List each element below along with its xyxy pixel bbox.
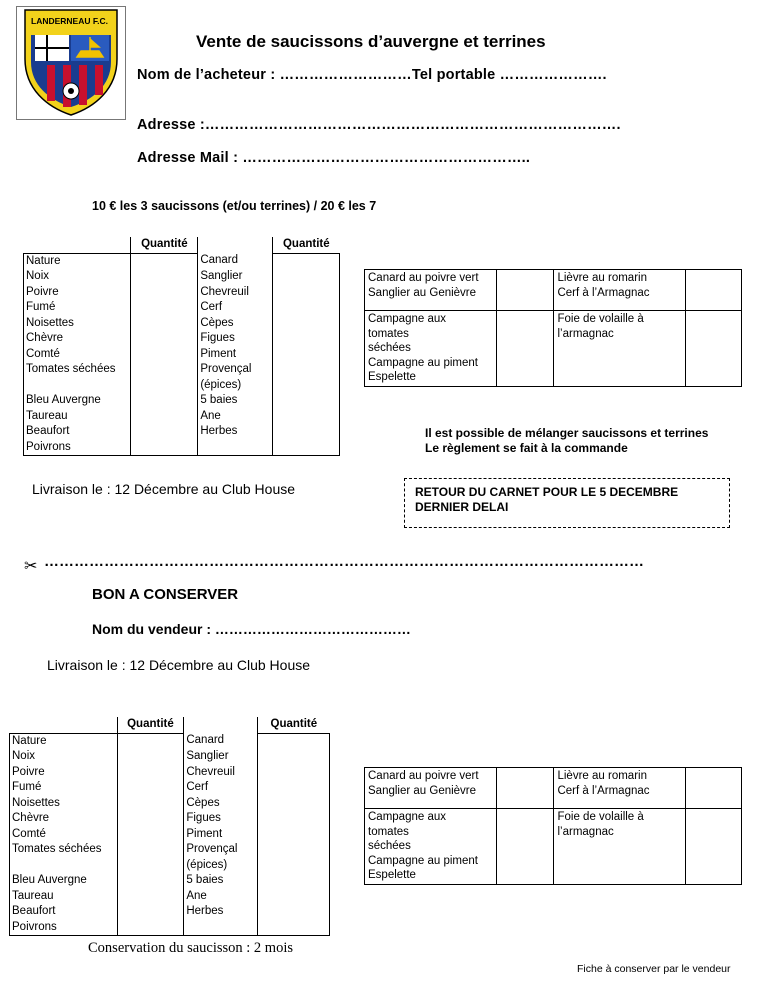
quantity-cell[interactable] — [496, 270, 554, 311]
quantity-cell[interactable] — [686, 311, 742, 387]
quantity-cell[interactable] — [117, 873, 184, 889]
quantity-cell[interactable] — [258, 733, 330, 749]
table-row — [24, 331, 340, 347]
table-row — [10, 780, 330, 796]
table-row — [24, 300, 340, 316]
table-row — [24, 362, 340, 378]
table-row — [10, 889, 330, 905]
product-label: Noisettes — [10, 796, 118, 812]
return-notice: RETOUR DU CARNET POUR LE 5 DECEMBRE DERNIER DELAI — [415, 485, 679, 514]
product-label: (épices) — [198, 378, 273, 394]
product-label: Cerf — [184, 780, 258, 796]
terrine-table — [364, 269, 742, 387]
product-label — [184, 920, 258, 936]
quantity-cell[interactable] — [273, 253, 340, 269]
quantity-cell[interactable] — [273, 347, 340, 363]
terrine-label: Foie de volaille à l’armagnac — [554, 809, 686, 885]
quantity-cell[interactable] — [117, 827, 184, 843]
quantity-cell[interactable] — [258, 796, 330, 812]
product-label: Comté — [24, 347, 131, 363]
table-row — [24, 253, 340, 269]
quantity-cell[interactable] — [273, 409, 340, 425]
terrine-label: Foie de volaille à l’armagnac — [554, 311, 686, 387]
club-name: LANDERNEAU F.C. — [31, 16, 108, 26]
quantity-cell[interactable] — [273, 285, 340, 301]
terrine-label: Canard au poivre vert Sanglier au Genièvre — [365, 270, 497, 311]
price-info: 10 € les 3 saucissons (et/ou terrines) / 20 € les 7 — [92, 199, 377, 213]
table-row — [365, 311, 742, 387]
quantity-cell[interactable] — [131, 393, 198, 409]
quantity-cell[interactable] — [258, 827, 330, 843]
quantity-cell[interactable] — [131, 440, 198, 456]
quantity-cell[interactable] — [496, 311, 554, 387]
club-logo — [16, 6, 126, 120]
footer-note: Fiche à conserver par le vendeur — [577, 963, 731, 975]
scissors-icon: ✂ — [24, 558, 38, 575]
mix-note: Il est possible de mélanger saucissons et terrines — [425, 426, 709, 440]
quantity-cell[interactable] — [117, 796, 184, 812]
product-label: 5 baies — [184, 873, 258, 889]
product-label: Beaufort — [10, 904, 118, 920]
order-table — [23, 237, 340, 456]
conservation-note: Conservation du saucisson : 2 mois — [88, 940, 294, 956]
table-row — [10, 920, 330, 936]
product-label: Noisettes — [24, 316, 131, 332]
quantity-cell[interactable] — [258, 780, 330, 796]
product-label: Fumé — [24, 300, 131, 316]
quantity-cell[interactable] — [258, 765, 330, 781]
product-label — [198, 440, 273, 456]
table-row — [10, 904, 330, 920]
product-label: Comté — [10, 827, 118, 843]
quantity-cell[interactable] — [273, 440, 340, 456]
table-row — [10, 873, 330, 889]
quantity-cell[interactable] — [258, 858, 330, 874]
product-label: Noix — [10, 749, 118, 765]
quantity-cell[interactable] — [117, 765, 184, 781]
quantity-cell[interactable] — [131, 253, 198, 269]
table-row — [24, 424, 340, 440]
buyer-name-phone-field[interactable]: Nom de l’acheteur : ………………………Tel portable …………………. — [137, 67, 607, 83]
quantity-cell[interactable] — [258, 920, 330, 936]
table-row — [10, 749, 330, 765]
table-row — [10, 827, 330, 843]
qty-header: Quantité — [273, 237, 340, 253]
quantity-cell[interactable] — [117, 749, 184, 765]
table-row — [24, 269, 340, 285]
order-table-body-2 — [10, 733, 330, 936]
table-row — [24, 316, 340, 332]
table-row — [10, 811, 330, 827]
product-label: Piment — [184, 827, 258, 843]
product-label: Bleu Auvergne — [10, 873, 118, 889]
quantity-cell[interactable] — [131, 362, 198, 378]
quantity-cell[interactable] — [273, 393, 340, 409]
quantity-cell[interactable] — [496, 809, 554, 885]
product-label: Poivrons — [24, 440, 131, 456]
terrine-label: Campagne aux tomates séchées Campagne au piment Espelette — [365, 311, 497, 387]
quantity-cell[interactable] — [117, 842, 184, 858]
quantity-cell[interactable] — [273, 362, 340, 378]
order-table-body — [24, 253, 340, 456]
product-label: Chèvre — [10, 811, 118, 827]
payment-note: Le règlement se fait à la commande — [425, 441, 628, 455]
quantity-cell[interactable] — [273, 378, 340, 394]
product-label: Sanglier — [184, 749, 258, 765]
product-label: Bleu Auvergne — [24, 393, 131, 409]
product-label: Chevreuil — [198, 285, 273, 301]
qty-header: Quantité — [258, 717, 330, 733]
qty-header: Quantité — [117, 717, 184, 733]
product-label: Chevreuil — [184, 765, 258, 781]
quantity-cell[interactable] — [131, 285, 198, 301]
quantity-cell[interactable] — [496, 768, 554, 809]
product-label: Cèpes — [184, 796, 258, 812]
quantity-cell[interactable] — [131, 424, 198, 440]
table-row — [10, 858, 330, 874]
email-field[interactable]: Adresse Mail : ………………………………………………….. — [137, 150, 531, 166]
table-row — [10, 765, 330, 781]
return-notice-box — [404, 478, 730, 528]
product-label: Canard — [198, 253, 273, 269]
product-label: Poivrons — [10, 920, 118, 936]
product-label: Taureau — [10, 889, 118, 905]
quantity-cell[interactable] — [686, 768, 742, 809]
product-label — [10, 858, 118, 874]
quantity-cell[interactable] — [117, 733, 184, 749]
quantity-cell[interactable] — [117, 858, 184, 874]
terrine-label: Lièvre au romarin Cerf à l’Armagnac — [554, 270, 686, 311]
table-row — [365, 768, 742, 809]
quantity-cell[interactable] — [131, 347, 198, 363]
order-table-2 — [9, 717, 330, 936]
product-label — [24, 378, 131, 394]
quantity-cell[interactable] — [131, 409, 198, 425]
product-label: Ane — [184, 889, 258, 905]
quantity-cell[interactable] — [686, 809, 742, 885]
terrine-label: Lièvre au romarin Cerf à l’Armagnac — [554, 768, 686, 809]
table-row — [365, 270, 742, 311]
quantity-cell[interactable] — [258, 842, 330, 858]
quantity-cell[interactable] — [117, 811, 184, 827]
terrine-label: Campagne aux tomates séchées Campagne au piment Espelette — [365, 809, 497, 885]
product-label: (épices) — [184, 858, 258, 874]
product-label: Tomates séchées — [24, 362, 131, 378]
table-row — [365, 809, 742, 885]
product-label: Beaufort — [24, 424, 131, 440]
quantity-cell[interactable] — [258, 904, 330, 920]
quantity-cell[interactable] — [686, 270, 742, 311]
product-label: Poivre — [24, 285, 131, 301]
table-row — [24, 347, 340, 363]
cut-line: ………………………………………………………………………………………………………… — [44, 553, 644, 570]
terrine-label: Canard au poivre vert Sanglier au Genièvre — [365, 768, 497, 809]
page-title: Vente de saucissons d’auvergne et terrines — [196, 32, 546, 51]
product-label: Taureau — [24, 409, 131, 425]
quantity-cell[interactable] — [258, 873, 330, 889]
product-label: Ane — [198, 409, 273, 425]
quantity-cell[interactable] — [273, 300, 340, 316]
quantity-cell[interactable] — [117, 780, 184, 796]
product-label: Tomates séchées — [10, 842, 118, 858]
table-row — [24, 409, 340, 425]
product-label: Cèpes — [198, 316, 273, 332]
product-label: Canard — [184, 733, 258, 749]
delivery-note-2: Livraison le : 12 Décembre au Club House — [47, 657, 311, 673]
product-label: Piment — [198, 347, 273, 363]
product-label: 5 baies — [198, 393, 273, 409]
product-label: Cerf — [198, 300, 273, 316]
table-row — [24, 393, 340, 409]
quantity-cell[interactable] — [273, 424, 340, 440]
quantity-cell[interactable] — [258, 811, 330, 827]
product-label: Sanglier — [198, 269, 273, 285]
product-label: Herbes — [198, 424, 273, 440]
table-row — [24, 440, 340, 456]
product-label: Poivre — [10, 765, 118, 781]
product-label: Figues — [184, 811, 258, 827]
quantity-cell[interactable] — [131, 316, 198, 332]
product-label: Chèvre — [24, 331, 131, 347]
product-label: Nature — [10, 733, 118, 749]
keep-title: BON A CONSERVER — [92, 586, 239, 603]
quantity-cell[interactable] — [258, 749, 330, 765]
delivery-note: Livraison le : 12 Décembre au Club House — [32, 481, 296, 497]
product-label: Noix — [24, 269, 131, 285]
address-field[interactable]: Adresse :…………………………………………………………………………. — [137, 117, 621, 133]
quantity-cell[interactable] — [131, 300, 198, 316]
product-label: Provençal — [184, 842, 258, 858]
product-label: Herbes — [184, 904, 258, 920]
table-row — [24, 285, 340, 301]
table-row — [10, 733, 330, 749]
quantity-cell[interactable] — [131, 269, 198, 285]
terrine-table-2 — [364, 767, 742, 885]
quantity-cell[interactable] — [131, 378, 198, 394]
product-label: Provençal — [198, 362, 273, 378]
table-row — [10, 796, 330, 812]
quantity-cell[interactable] — [258, 889, 330, 905]
seller-name-field[interactable]: Nom du vendeur : …………………………………… — [92, 621, 411, 637]
quantity-cell[interactable] — [117, 904, 184, 920]
table-row — [24, 378, 340, 394]
qty-header: Quantité — [131, 237, 198, 253]
quantity-cell[interactable] — [273, 331, 340, 347]
quantity-cell[interactable] — [117, 920, 184, 936]
product-label: Figues — [198, 331, 273, 347]
quantity-cell[interactable] — [117, 889, 184, 905]
quantity-cell[interactable] — [273, 316, 340, 332]
product-label: Fumé — [10, 780, 118, 796]
product-label: Nature — [24, 253, 131, 269]
quantity-cell[interactable] — [131, 331, 198, 347]
quantity-cell[interactable] — [273, 269, 340, 285]
table-row — [10, 842, 330, 858]
